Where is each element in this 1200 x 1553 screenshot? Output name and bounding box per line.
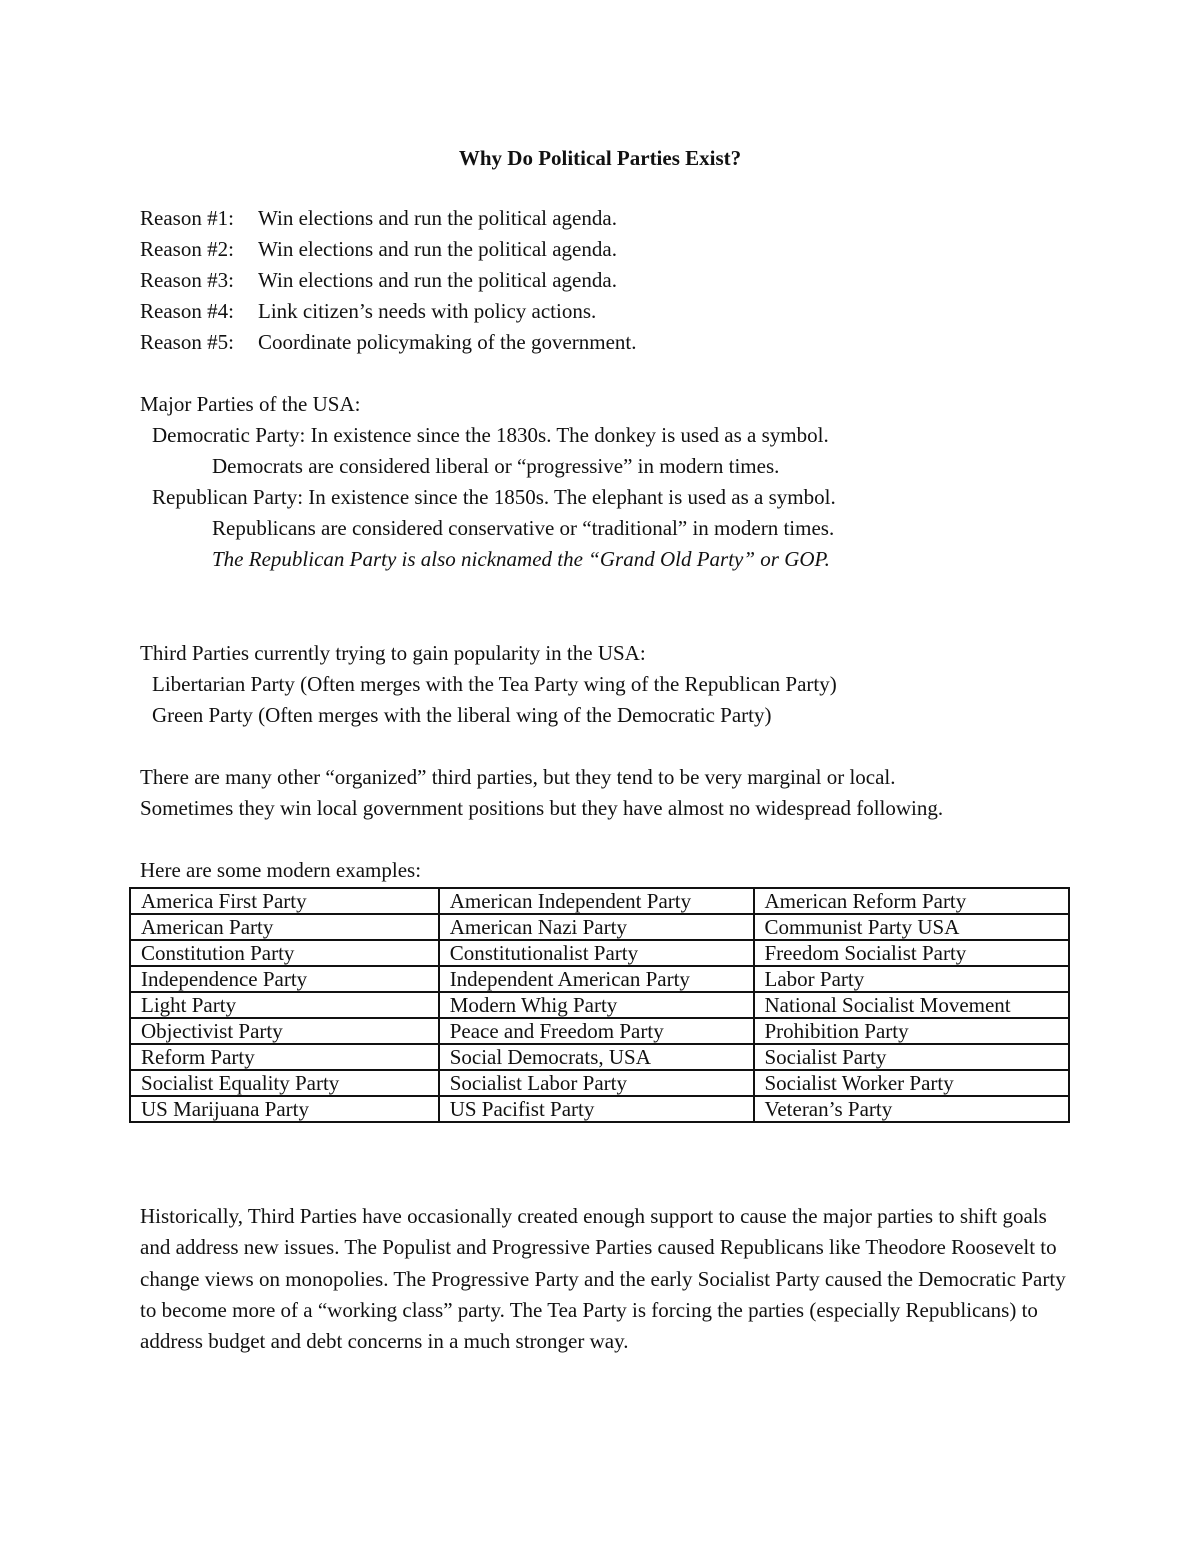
table-cell: Objectivist Party [130, 1018, 439, 1044]
table-cell: Socialist Party [754, 1044, 1070, 1070]
table-cell: Freedom Socialist Party [754, 940, 1070, 966]
table-cell: Constitutionalist Party [439, 940, 754, 966]
table-row [130, 1070, 1069, 1096]
reason-text: Link citizen’s needs with policy actions. [258, 299, 597, 323]
other-parties-line: Sometimes they win local government positions but they have almost no widespread following. [140, 796, 944, 820]
table-cell: US Marijuana Party [130, 1096, 439, 1122]
table-row [130, 888, 1069, 914]
table-cell: National Socialist Movement [754, 992, 1070, 1018]
reason-line [140, 265, 617, 296]
table-cell: Socialist Labor Party [439, 1070, 754, 1096]
table-cell: Social Democrats, USA [439, 1044, 754, 1070]
table-cell: Prohibition Party [754, 1018, 1070, 1044]
party-examples-table [129, 887, 1070, 1123]
reason-line [140, 296, 596, 327]
reason-label: Reason #5: [140, 330, 234, 354]
reason-text: Win elections and run the political agenda. [258, 268, 617, 292]
libertarian-party-line: Libertarian Party (Often merges with the Tea Party wing of the Republican Party) [152, 672, 837, 696]
reason-label: Reason #1: [140, 206, 234, 230]
table-row [130, 992, 1069, 1018]
democratic-note: Democrats are considered liberal or “progressive” in modern times. [212, 454, 780, 478]
table-cell: Veteran’s Party [754, 1096, 1070, 1122]
table-cell: Communist Party USA [754, 914, 1070, 940]
table-cell: Independence Party [130, 966, 439, 992]
table-cell: Independent American Party [439, 966, 754, 992]
table-cell: American Nazi Party [439, 914, 754, 940]
other-parties-line: There are many other “organized” third parties, but they tend to be very marginal or local. [140, 765, 896, 789]
table-cell: Socialist Worker Party [754, 1070, 1070, 1096]
table-cell: US Pacifist Party [439, 1096, 754, 1122]
table-row [130, 940, 1069, 966]
gop-note: The Republican Party is also nicknamed the “Grand Old Party” or GOP. [212, 547, 830, 571]
table-cell: Modern Whig Party [439, 992, 754, 1018]
reason-text: Win elections and run the political agenda. [258, 237, 617, 261]
historical-paragraph: Historically, Third Parties have occasionally created enough support to cause the major parties to shift goals and address new issues. The Populist and Progressive Parties caused Republicans like Theodore Roosevelt to change views on monopolies. The Progressive Party and the early Socialist Party caused the Democratic Party to become more of a “working class” party. The Tea Party is forcing the parties (especially Republicans) to address budget and debt concerns in a much stronger way. [140, 1204, 1066, 1354]
democratic-party-line: Democratic Party: In existence since the 1830s. The donkey is used as a symbol. [152, 423, 829, 447]
table-cell: Constitution Party [130, 940, 439, 966]
republican-note: Republicans are considered conservative or “traditional” in modern times. [212, 516, 835, 540]
table-cell: Socialist Equality Party [130, 1070, 439, 1096]
reason-line [140, 327, 637, 358]
republican-party-line: Republican Party: In existence since the 1850s. The elephant is used as a symbol. [152, 485, 836, 509]
examples-heading: Here are some modern examples: [140, 858, 422, 882]
green-party-line: Green Party (Often merges with the liberal wing of the Democratic Party) [152, 703, 772, 727]
table-row [130, 1044, 1069, 1070]
table-row [130, 1096, 1069, 1122]
reason-text: Win elections and run the political agenda. [258, 206, 617, 230]
table-cell: Light Party [130, 992, 439, 1018]
table-cell: Labor Party [754, 966, 1070, 992]
table-row [130, 914, 1069, 940]
page-title: Why Do Political Parties Exist? [458, 146, 742, 170]
table-cell: American Independent Party [439, 888, 754, 914]
table-cell: Reform Party [130, 1044, 439, 1070]
reason-label: Reason #3: [140, 268, 234, 292]
reason-label: Reason #2: [140, 237, 234, 261]
table-cell: American Reform Party [754, 888, 1070, 914]
third-parties-heading: Third Parties currently trying to gain popularity in the USA: [140, 641, 646, 665]
reason-text: Coordinate policymaking of the government. [258, 330, 637, 354]
reason-line [140, 234, 617, 265]
reason-label: Reason #4: [140, 299, 234, 323]
table-row [130, 966, 1069, 992]
table-cell: America First Party [130, 888, 439, 914]
table-row [130, 1018, 1069, 1044]
table-cell: American Party [130, 914, 439, 940]
reason-line [140, 203, 617, 234]
major-parties-heading: Major Parties of the USA: [140, 392, 361, 416]
table-cell: Peace and Freedom Party [439, 1018, 754, 1044]
